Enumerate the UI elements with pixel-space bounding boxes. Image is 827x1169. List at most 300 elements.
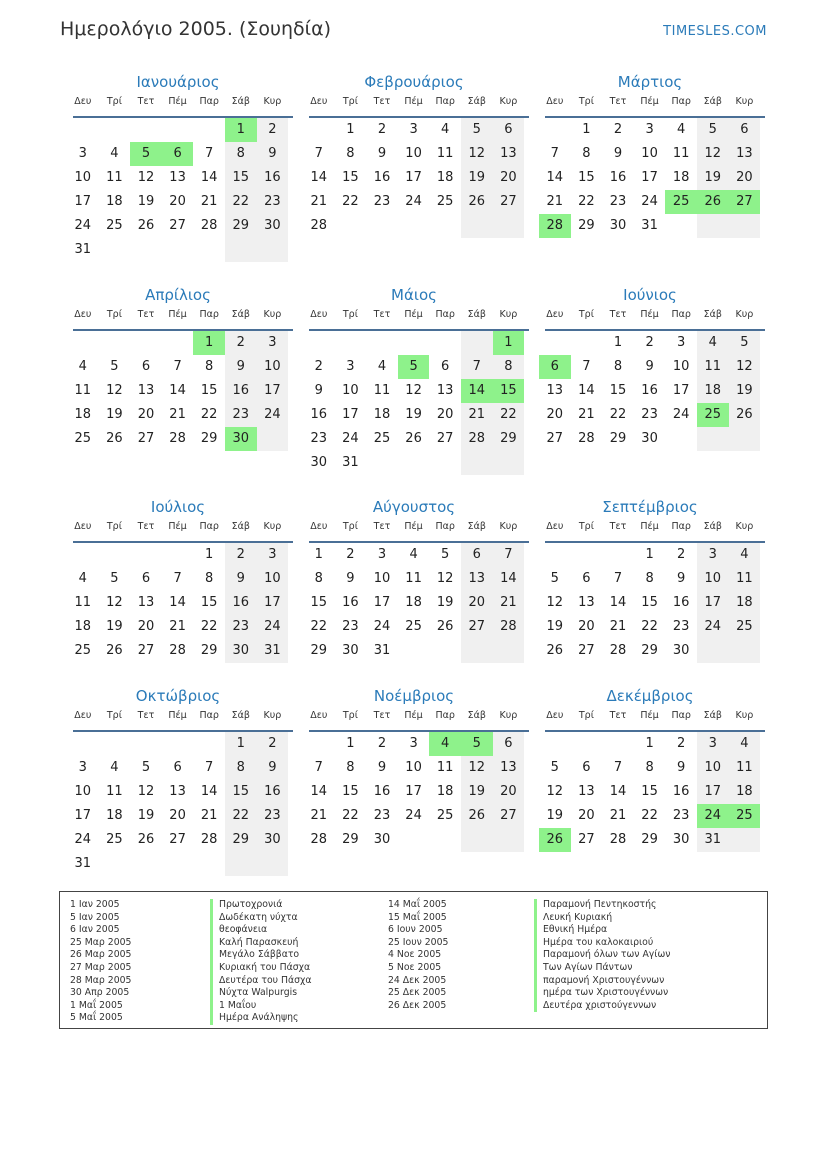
day-cell: 17 xyxy=(672,383,690,398)
day-cell: 8 xyxy=(645,760,654,775)
day-cell: 18 xyxy=(405,595,422,610)
day-cell: 27 xyxy=(169,832,186,847)
weekday-label: Παρ xyxy=(671,710,691,721)
empty-cell xyxy=(729,828,761,852)
weekday-label: Παρ xyxy=(435,96,455,107)
weekday-label: Δευ xyxy=(546,521,564,532)
day-cell: 16 xyxy=(225,379,257,403)
day-cell: 18 xyxy=(672,170,690,185)
day-cell: 26 xyxy=(461,804,493,828)
day-cell: 19 xyxy=(729,379,761,403)
weekday-header xyxy=(303,521,525,537)
day-cell: 24 xyxy=(257,403,289,427)
month-6 xyxy=(539,284,761,451)
day-cell: 8 xyxy=(314,571,323,586)
day-cell: 26 xyxy=(405,431,422,446)
day-cell: 23 xyxy=(310,431,328,446)
day-cell: 19 xyxy=(405,407,422,422)
day-cell: 2 xyxy=(225,543,257,567)
empty-cell xyxy=(99,732,131,756)
day-cell: 21 xyxy=(200,808,218,823)
day-cell: 20 xyxy=(729,166,761,190)
day-cell: 6 xyxy=(173,760,182,775)
day-cell: 1 xyxy=(346,122,355,137)
day-cell: 23 xyxy=(257,190,289,214)
legend-date: 25 Δεκ 2005 xyxy=(388,987,447,999)
day-cell: 28 xyxy=(310,832,328,847)
day-cell: 5 xyxy=(141,760,151,775)
weekday-label: Κυρ xyxy=(499,309,518,320)
day-cell: 22 xyxy=(578,194,595,209)
weekday-label: Τρί xyxy=(106,710,122,721)
day-cell: 15 xyxy=(578,170,595,185)
day-cell: 11 xyxy=(74,595,92,610)
legend-holiday-name: Των Αγίων Πάντων xyxy=(534,962,670,975)
holiday-day: 14 xyxy=(461,379,493,403)
day-cell: 14 xyxy=(609,595,627,610)
weekday-label: Σάβ xyxy=(231,96,250,107)
day-cell: 12 xyxy=(137,784,155,799)
day-cell: 9 xyxy=(257,142,289,166)
day-cell: 12 xyxy=(436,571,454,586)
day-cell: 24 xyxy=(373,619,391,634)
day-grid xyxy=(303,732,525,852)
empty-cell xyxy=(398,639,430,663)
day-cell: 15 xyxy=(200,383,218,398)
weekday-label: Σάβ xyxy=(703,309,722,320)
day-cell: 5 xyxy=(550,571,559,586)
day-cell: 6 xyxy=(582,760,591,775)
day-cell: 27 xyxy=(578,832,595,847)
day-cell: 22 xyxy=(310,619,328,634)
weekday-label: Παρ xyxy=(435,710,455,721)
month-2 xyxy=(303,71,525,238)
day-cell: 30 xyxy=(257,214,289,238)
holiday-day: 24 xyxy=(697,804,729,828)
day-cell: 18 xyxy=(74,619,92,634)
month-name: Φεβρουάριος xyxy=(364,73,464,91)
weekday-label: Δευ xyxy=(74,521,92,532)
day-cell: 14 xyxy=(169,595,186,610)
weekday-label: Πέμ xyxy=(404,521,423,532)
day-cell: 14 xyxy=(310,170,328,185)
empty-cell xyxy=(335,331,367,355)
weekday-header xyxy=(303,96,525,112)
legend-date: 6 Ιουν 2005 xyxy=(388,924,443,936)
day-cell: 4 xyxy=(729,543,761,567)
weekday-label: Τετ xyxy=(137,96,155,107)
day-cell: 31 xyxy=(641,218,658,233)
day-cell: 17 xyxy=(405,784,422,799)
weekday-label: Κυρ xyxy=(735,710,754,721)
day-cell: 1 xyxy=(645,736,654,751)
day-cell: 10 xyxy=(257,355,289,379)
legend-holiday-name: 1 Μαΐου xyxy=(210,1000,312,1013)
empty-cell xyxy=(162,543,194,567)
day-cell: 2 xyxy=(225,331,257,355)
day-cell: 21 xyxy=(169,407,186,422)
weekday-label: Παρ xyxy=(199,309,219,320)
legend-names-left xyxy=(210,899,312,1025)
legend-holiday-name: Ημέρα του καλοκαιριού xyxy=(534,937,670,950)
weekday-label: Δευ xyxy=(74,710,92,721)
month-name: Ιούνιος xyxy=(623,286,677,304)
holiday-day: 6 xyxy=(162,142,194,166)
day-cell: 12 xyxy=(137,170,155,185)
legend-holiday-name: Δευτέρα του Πάσχα xyxy=(210,975,312,988)
legend-names-right xyxy=(534,899,670,1012)
day-cell: 10 xyxy=(74,784,92,799)
day-cell: 28 xyxy=(493,615,525,639)
day-cell: 2 xyxy=(346,547,355,562)
day-cell: 6 xyxy=(493,118,525,142)
day-cell: 29 xyxy=(225,828,257,852)
day-cell: 17 xyxy=(697,591,729,615)
day-cell: 15 xyxy=(225,780,257,804)
empty-cell xyxy=(366,451,398,475)
day-cell: 17 xyxy=(74,808,92,823)
day-cell: 30 xyxy=(373,832,391,847)
day-cell: 23 xyxy=(373,194,391,209)
day-cell: 17 xyxy=(257,379,289,403)
day-cell: 22 xyxy=(200,619,218,634)
weekday-label: Τετ xyxy=(137,710,155,721)
month-9 xyxy=(539,496,761,663)
day-cell: 13 xyxy=(493,756,525,780)
day-cell: 12 xyxy=(461,756,493,780)
day-cell: 28 xyxy=(200,218,218,233)
day-cell: 23 xyxy=(225,615,257,639)
weekday-label: Παρ xyxy=(199,521,219,532)
day-cell: 21 xyxy=(310,808,328,823)
day-grid xyxy=(303,331,525,475)
empty-cell xyxy=(429,331,461,355)
day-cell: 15 xyxy=(225,166,257,190)
day-cell: 18 xyxy=(373,407,391,422)
weekday-label: Τετ xyxy=(609,309,627,320)
day-grid xyxy=(539,732,761,852)
day-cell: 7 xyxy=(613,760,623,775)
day-cell: 15 xyxy=(200,595,218,610)
day-cell: 26 xyxy=(461,190,493,214)
day-cell: 31 xyxy=(697,828,729,852)
weekday-header xyxy=(539,309,761,325)
weekday-header xyxy=(303,309,525,325)
day-cell: 11 xyxy=(672,146,690,161)
day-cell: 5 xyxy=(461,118,493,142)
empty-cell xyxy=(429,214,461,238)
legend-holiday-name: Μεγάλο Σάββατο xyxy=(210,949,312,962)
empty-cell xyxy=(729,639,761,663)
empty-cell xyxy=(193,118,225,142)
empty-cell xyxy=(225,238,257,262)
day-cell: 4 xyxy=(729,732,761,756)
day-cell: 24 xyxy=(405,808,422,823)
weekday-label: Σάβ xyxy=(231,521,250,532)
day-cell: 3 xyxy=(78,146,87,161)
day-cell: 11 xyxy=(436,760,454,775)
day-cell: 8 xyxy=(225,142,257,166)
empty-cell xyxy=(67,543,99,567)
holiday-day: 5 xyxy=(461,732,493,756)
legend-holiday-name: Παραμονή όλων των Αγίων xyxy=(534,949,670,962)
day-cell: 26 xyxy=(436,619,454,634)
weekday-label: Δευ xyxy=(310,309,328,320)
legend-holiday-name: ημέρα των Χριστουγέννων xyxy=(534,987,670,1000)
day-cell: 18 xyxy=(74,407,92,422)
day-cell: 2 xyxy=(613,122,623,137)
weekday-label: Δευ xyxy=(74,96,92,107)
day-cell: 14 xyxy=(169,383,186,398)
empty-cell xyxy=(130,331,162,355)
weekday-label: Σάβ xyxy=(703,710,722,721)
day-cell: 7 xyxy=(613,571,623,586)
day-cell: 17 xyxy=(74,194,92,209)
day-cell: 4 xyxy=(78,571,87,586)
day-cell: 24 xyxy=(257,615,289,639)
weekday-label: Τετ xyxy=(373,96,391,107)
day-cell: 7 xyxy=(173,571,182,586)
day-cell: 29 xyxy=(200,643,218,658)
day-cell: 19 xyxy=(436,595,454,610)
day-cell: 23 xyxy=(225,403,257,427)
day-cell: 3 xyxy=(257,543,289,567)
month-7 xyxy=(67,496,289,663)
day-cell: 15 xyxy=(342,784,359,799)
day-cell: 29 xyxy=(225,214,257,238)
day-cell: 1 xyxy=(205,547,214,562)
weekday-label: Κυρ xyxy=(499,710,518,721)
holiday-day: 1 xyxy=(493,331,525,355)
weekday-label: Παρ xyxy=(435,309,455,320)
day-cell: 10 xyxy=(373,571,391,586)
day-cell: 27 xyxy=(137,643,155,658)
weekday-header xyxy=(539,521,761,537)
month-name: Απρίλιος xyxy=(145,286,211,304)
empty-cell xyxy=(697,214,729,238)
day-cell: 7 xyxy=(314,146,323,161)
legend-date: 1 Ιαν 2005 xyxy=(70,899,120,910)
day-cell: 7 xyxy=(582,359,591,374)
day-cell: 12 xyxy=(729,355,761,379)
day-grid xyxy=(303,118,525,238)
day-cell: 30 xyxy=(225,639,257,663)
day-cell: 9 xyxy=(257,756,289,780)
day-cell: 18 xyxy=(436,784,454,799)
month-8 xyxy=(303,496,525,663)
day-cell: 22 xyxy=(200,407,218,422)
day-cell: 10 xyxy=(405,760,422,775)
holiday-day: 6 xyxy=(539,355,571,379)
day-cell: 2 xyxy=(677,736,686,751)
day-cell: 5 xyxy=(441,547,450,562)
weekday-header xyxy=(539,96,761,112)
day-cell: 28 xyxy=(461,427,493,451)
weekday-label: Πέμ xyxy=(168,96,187,107)
day-cell: 12 xyxy=(405,383,422,398)
day-cell: 15 xyxy=(342,170,359,185)
day-cell: 31 xyxy=(74,856,92,871)
weekday-label: Πέμ xyxy=(404,710,423,721)
empty-cell xyxy=(493,214,525,238)
day-cell: 24 xyxy=(74,832,92,847)
empty-cell xyxy=(571,331,603,355)
day-cell: 19 xyxy=(461,780,493,804)
empty-cell xyxy=(366,214,398,238)
day-cell: 13 xyxy=(169,170,186,185)
day-cell: 17 xyxy=(342,407,359,422)
weekday-label: Σάβ xyxy=(703,521,722,532)
empty-cell xyxy=(67,118,99,142)
day-cell: 20 xyxy=(578,808,595,823)
day-cell: 5 xyxy=(550,760,559,775)
day-cell: 9 xyxy=(225,355,257,379)
day-cell: 2 xyxy=(645,335,654,350)
day-cell: 26 xyxy=(546,643,564,658)
day-cell: 17 xyxy=(257,591,289,615)
day-cell: 6 xyxy=(461,543,493,567)
legend-date: 26 Δεκ 2005 xyxy=(388,999,447,1011)
legend-date: 26 Μαρ 2005 xyxy=(70,949,132,961)
empty-cell xyxy=(539,331,571,355)
legend-date: 4 Νοε 2005 xyxy=(388,949,442,961)
day-cell: 2 xyxy=(257,732,289,756)
day-cell: 18 xyxy=(729,780,761,804)
empty-cell xyxy=(461,639,493,663)
day-cell: 20 xyxy=(493,166,525,190)
day-cell: 30 xyxy=(342,643,359,658)
day-cell: 16 xyxy=(641,383,658,398)
day-cell: 1 xyxy=(613,335,623,350)
day-cell: 31 xyxy=(257,639,289,663)
empty-cell xyxy=(398,331,430,355)
day-cell: 29 xyxy=(578,218,595,233)
day-cell: 22 xyxy=(609,407,627,422)
holiday-day: 30 xyxy=(225,427,257,451)
legend-holiday-name: παραμονή Χριστουγέννων xyxy=(534,975,670,988)
day-cell: 14 xyxy=(200,784,218,799)
brand-link[interactable]: TIMESLES.COM xyxy=(663,24,767,39)
day-cell: 28 xyxy=(169,643,186,658)
legend-date: 15 Μαΐ 2005 xyxy=(388,911,447,923)
empty-cell xyxy=(130,732,162,756)
empty-cell xyxy=(539,732,571,756)
day-cell: 11 xyxy=(74,383,92,398)
day-cell: 30 xyxy=(672,832,690,847)
day-cell: 10 xyxy=(697,567,729,591)
weekday-label: Σάβ xyxy=(467,710,486,721)
empty-cell xyxy=(67,732,99,756)
day-cell: 11 xyxy=(729,756,761,780)
day-cell: 29 xyxy=(609,431,627,446)
month-11 xyxy=(303,685,525,852)
page-title: Ημερολόγιο 2005. (Σουηδία) xyxy=(60,18,332,40)
weekday-label: Τετ xyxy=(609,96,627,107)
day-cell: 12 xyxy=(106,383,123,398)
day-cell: 25 xyxy=(436,194,454,209)
day-cell: 11 xyxy=(373,383,391,398)
day-cell: 8 xyxy=(645,571,654,586)
day-cell: 9 xyxy=(377,760,387,775)
month-name: Δεκέμβριος xyxy=(606,687,694,705)
legend-date: 24 Δεκ 2005 xyxy=(388,974,447,986)
holiday-day: 15 xyxy=(493,379,525,403)
empty-cell xyxy=(162,331,194,355)
day-cell: 27 xyxy=(461,615,493,639)
empty-cell xyxy=(99,238,131,262)
weekday-label: Σάβ xyxy=(703,96,722,107)
month-1 xyxy=(67,71,289,262)
weekday-label: Κυρ xyxy=(263,710,282,721)
weekday-header xyxy=(67,710,289,726)
weekday-label: Τρί xyxy=(342,96,358,107)
weekday-label: Κυρ xyxy=(499,96,518,107)
empty-cell xyxy=(461,451,493,475)
day-cell: 16 xyxy=(373,170,391,185)
day-cell: 11 xyxy=(405,571,422,586)
day-cell: 2 xyxy=(377,122,387,137)
empty-cell xyxy=(335,214,367,238)
day-cell: 7 xyxy=(205,760,214,775)
weekday-label: Παρ xyxy=(199,96,219,107)
weekday-label: Τετ xyxy=(609,710,627,721)
weekday-label: Πέμ xyxy=(168,521,187,532)
empty-cell xyxy=(697,427,729,451)
empty-cell xyxy=(257,852,289,876)
day-cell: 27 xyxy=(578,643,595,658)
day-cell: 19 xyxy=(546,808,564,823)
day-cell: 7 xyxy=(493,543,525,567)
day-cell: 6 xyxy=(141,359,151,374)
weekday-label: Κυρ xyxy=(263,521,282,532)
day-cell: 20 xyxy=(493,780,525,804)
day-cell: 4 xyxy=(697,331,729,355)
day-cell: 5 xyxy=(110,359,119,374)
legend-holiday-name: Παραμονή Πεντηκοστής xyxy=(534,899,670,912)
day-cell: 8 xyxy=(582,146,591,161)
day-cell: 26 xyxy=(106,643,123,658)
day-cell: 13 xyxy=(578,595,595,610)
day-cell: 20 xyxy=(169,194,186,209)
day-cell: 2 xyxy=(377,736,387,751)
empty-cell xyxy=(493,639,525,663)
day-cell: 7 xyxy=(205,146,214,161)
weekday-label: Δευ xyxy=(310,96,328,107)
day-cell: 4 xyxy=(78,359,87,374)
day-cell: 15 xyxy=(641,784,658,799)
empty-cell xyxy=(398,451,430,475)
legend-holiday-name: θεοφάνεια xyxy=(210,924,312,937)
day-cell: 13 xyxy=(137,595,155,610)
weekday-label: Σάβ xyxy=(467,309,486,320)
day-cell: 1 xyxy=(346,736,355,751)
weekday-label: Τρί xyxy=(106,309,122,320)
weekday-label: Παρ xyxy=(671,309,691,320)
empty-cell xyxy=(571,543,603,567)
day-cell: 20 xyxy=(546,407,564,422)
legend-date: 25 Μαρ 2005 xyxy=(70,936,132,948)
day-cell: 22 xyxy=(493,403,525,427)
day-cell: 23 xyxy=(342,619,359,634)
day-cell: 16 xyxy=(672,595,690,610)
empty-cell xyxy=(162,852,194,876)
day-cell: 22 xyxy=(225,190,257,214)
empty-cell xyxy=(429,828,461,852)
day-cell: 31 xyxy=(373,643,391,658)
weekday-label: Τρί xyxy=(342,710,358,721)
day-cell: 14 xyxy=(578,383,595,398)
day-cell: 5 xyxy=(110,571,119,586)
